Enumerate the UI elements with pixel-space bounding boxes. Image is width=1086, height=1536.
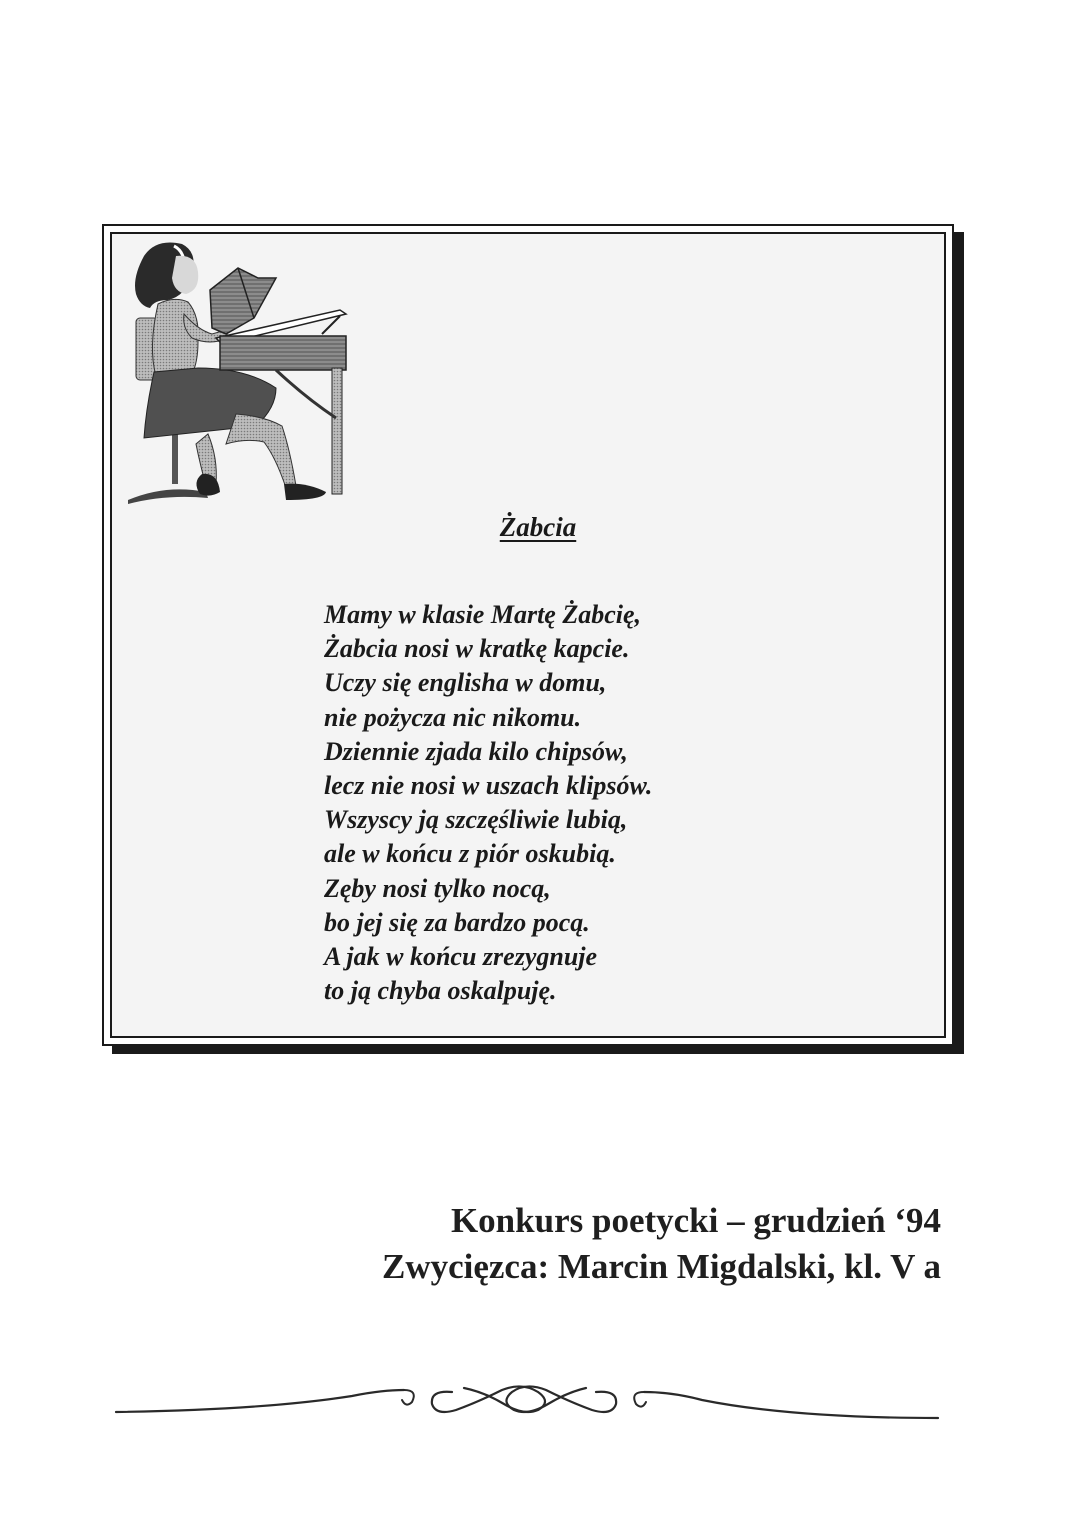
contest-line: Konkurs poetycki – grudzień ‘94 [450, 1201, 941, 1240]
poem-line: Mamy w klasie Martę Żabcię, [324, 600, 642, 629]
ornamental-divider-icon [112, 1360, 942, 1440]
poem-line: Dziennie zjada kilo chipsów, [324, 736, 628, 766]
footer-credits [382, 1198, 941, 1290]
poem-line: lecz nie nosi w uszach klipsów. [324, 771, 653, 801]
poem-line: to ją chyba oskalpuję. [324, 976, 557, 1006]
poem-line: nie pożycza nic nikomu. [324, 702, 582, 732]
poem-frame-inner [110, 232, 946, 1038]
poem-body [324, 598, 652, 1008]
winner-line: Zwycięzca: Marcin Migdalski, kl. V a [381, 1247, 941, 1286]
poem-line: Uczy się englisha w domu, [324, 668, 607, 698]
poem-line: A jak w końcu zrezygnuje [324, 942, 598, 972]
girl-reading-at-desk-icon [126, 238, 356, 504]
poem-line: Żabcia nosi w kratkę kapcie. [324, 634, 630, 664]
poem-title: Żabcia [499, 512, 577, 542]
poem-frame [102, 224, 954, 1046]
poem-line: Zęby nosi tylko nocą, [324, 873, 551, 903]
poem-line: ale w końcu z piór oskubią. [324, 839, 616, 869]
poem-line: Wszyscy ją szczęśliwie lubią, [324, 805, 628, 835]
poem-line: bo jej się za bardzo pocą. [324, 907, 590, 937]
